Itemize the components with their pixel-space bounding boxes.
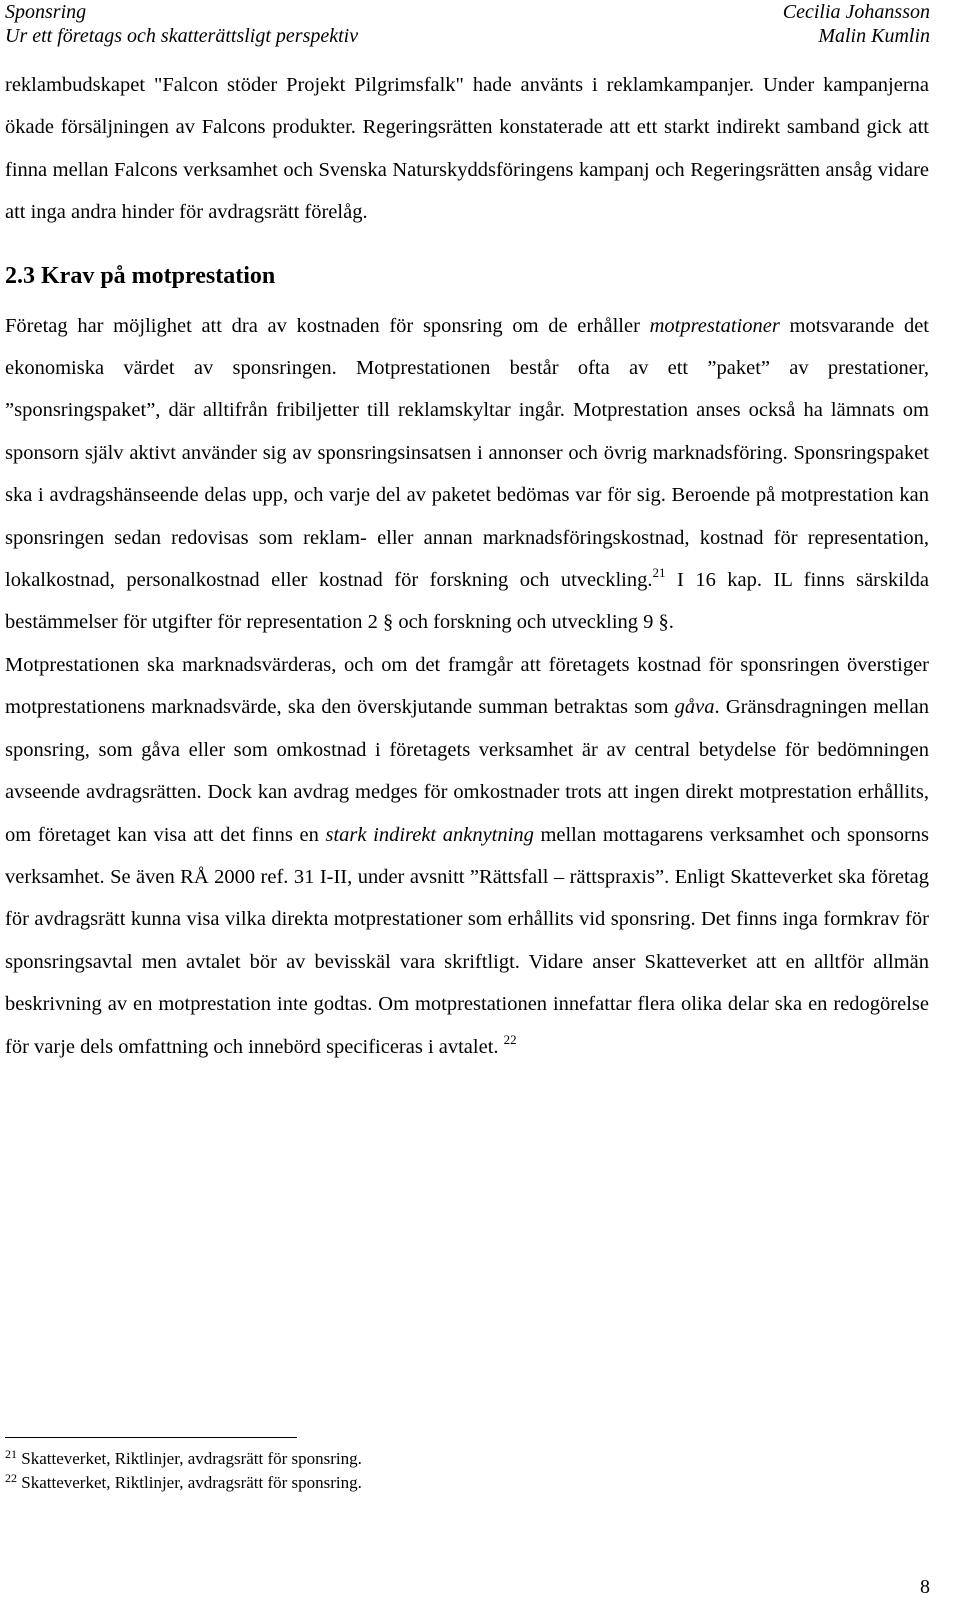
intro-paragraph: reklambudskapet "Falcon stöder Projekt Pilgrimsfalk" hade använts i reklamkampanjer. Under kampanjerna ökade försäljningen av Falcons produkter. Regeringsrätten konstaterade att ett starkt indirekt samband gick att finna mellan Falcons verksamhet och Svenska Naturskyddsföringens kampanj och Regeringsrätten ansåg vidare att inga andra hinder för avdragsrätt förelåg. (5, 74, 929, 224)
header-right (783, 0, 930, 48)
header-left (5, 0, 358, 48)
paragraph (5, 644, 929, 1068)
page-header (5, 0, 930, 52)
emphasis: gåva (674, 696, 715, 719)
footnote-text: Skatteverket, Riktlinjer, avdragsrätt för sponsring. (21, 1473, 362, 1492)
text-run: I 16 kap. IL finns särskilda bestämmelser för utgifter för representation 2 § och forskning och utveckling 9 §. (5, 569, 929, 634)
author-name: Cecilia Johansson (782, 1, 930, 23)
document-title: Sponsring (5, 1, 87, 23)
text-run: . Gränsdragningen mellan sponsring, som gåva eller som omkostnad i företagets verksamhet är av central betydelse för bedömningen avseende avdragsrätten. Dock kan avdrag medges för omkostnader trots att ingen direkt motprestation erhållits, om företaget kan visa att det finns en (5, 696, 929, 846)
text-run: motsvarande det ekonomiska värdet av sponsringen. Motprestationen består ofta av ett ”paket” av prestationer, ”sponsringspaket”, där alltifrån fribiljetter till reklamskyltar ingår. Motprestation anses också ha lämnats om sponsorn själv aktivt använder sig av sponsringsinsatsen i annonser och övrig marknadsföring. Sponsringspaket ska i avdragshänseende delas upp, och varje del av paketet bedömas var för sig. Beroende på motprestation kan sponsringen sedan redovisas som reklam- eller annan marknadsföringskostnad, kostnad för representation, lokalkostnad, personalkostnad eller kostnad för forskning och utveckling. (5, 314, 929, 592)
section-heading: 2.3 Krav på motprestation (5, 262, 276, 289)
paragraph (5, 305, 929, 644)
emphasis: stark indirekt anknytning (325, 823, 534, 846)
author-name: Malin Kumlin (818, 25, 930, 47)
footnote-number: 22 (5, 1471, 17, 1485)
footnote-ref[interactable]: 22 (503, 1031, 517, 1047)
footnotes (5, 1447, 362, 1495)
footnote-text: Skatteverket, Riktlinjer, avdragsrätt för sponsring. (21, 1449, 362, 1468)
footnote (5, 1471, 362, 1495)
page-number: 8 (920, 1576, 930, 1598)
text-run: Företag har möjlighet att dra av kostnaden för sponsring om de erhåller (5, 314, 650, 337)
footnote-separator (5, 1437, 297, 1438)
emphasis: motprestationer (649, 314, 780, 337)
footnote-number: 21 (5, 1447, 17, 1461)
document-subtitle: Ur ett företags och skatterättsligt perspektiv (5, 25, 359, 47)
main-text (5, 64, 929, 1068)
text-run: Motprestationen ska marknadsvärderas, och om det framgår att företagets kostnad för sponsringen överstiger motprestationens marknadsvärde, ska den överskjutande summan betraktas som (5, 653, 929, 719)
footnote (5, 1447, 362, 1471)
footnote-ref[interactable]: 21 (652, 565, 666, 581)
text-run: mellan mottagarens verksamhet och sponsorns verksamhet. Se även RÅ 2000 ref. 31 I-II, under avsnitt ”Rättsfall – rättspraxis”. Enligt Skatteverket ska företag för avdragsrätt kunna visa vilka direkta motprestationer som erhållits vid sponsring. Det finns inga formkrav för sponsringsavtal men avtalet bör av bevisskäl vara skriftligt. Vidare anser Skatteverket att en alltför allmän beskrivning av en motprestation inte godtas. Om motprestationen innefattar flera olika delar ska en redogörelse för varje dels omfattning och innebörd specificeras i avtalet. (5, 823, 929, 1058)
